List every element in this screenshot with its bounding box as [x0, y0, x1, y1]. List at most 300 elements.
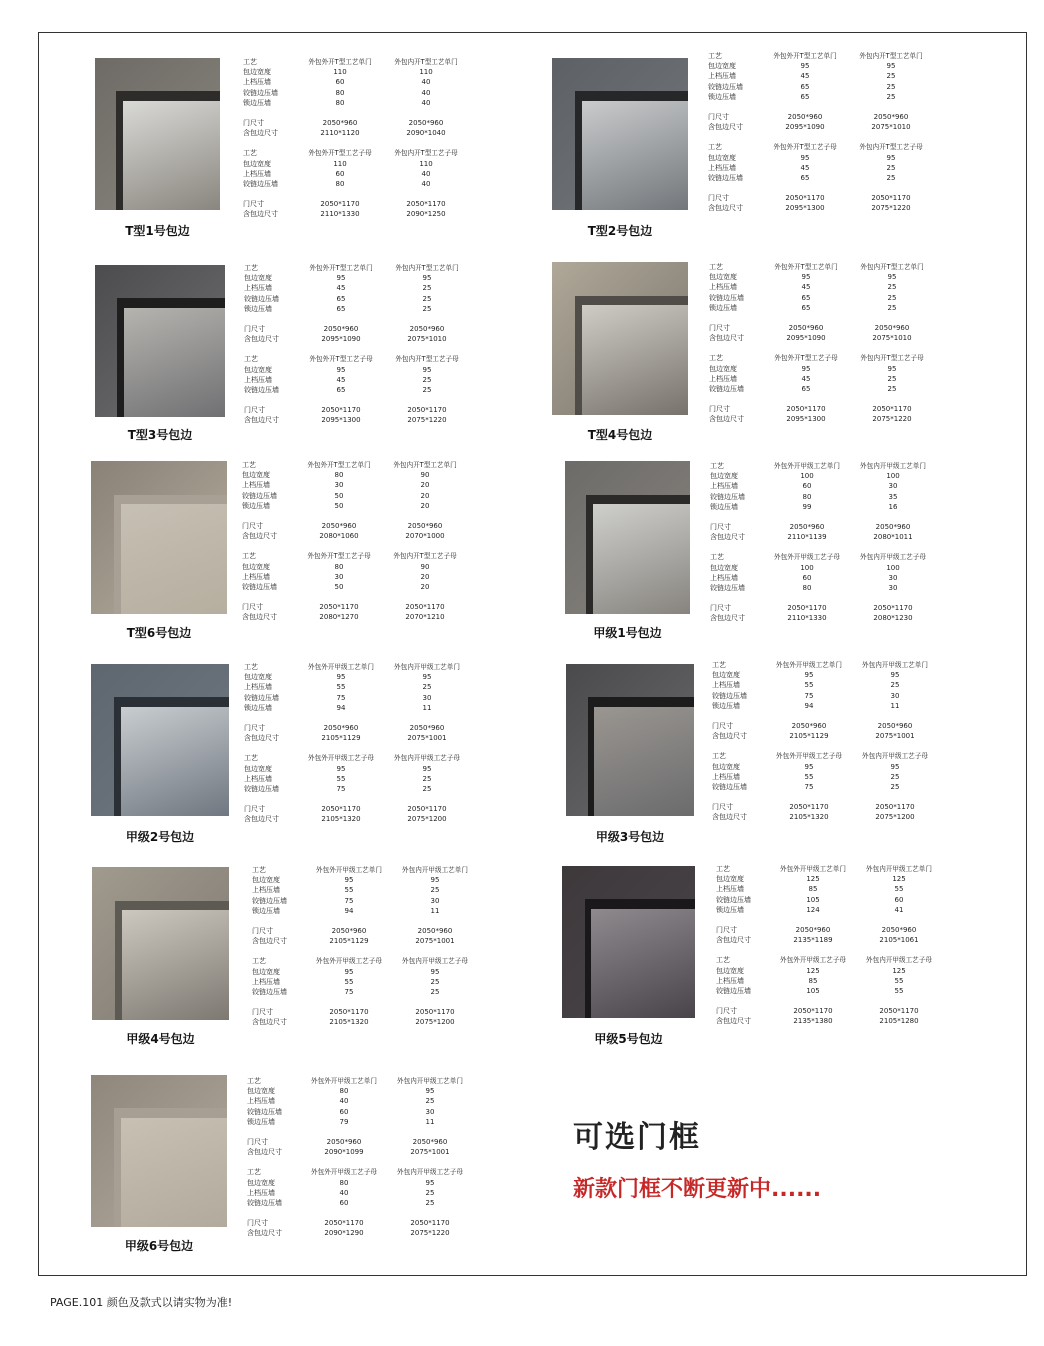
spec-label: 门尺寸 — [252, 1008, 273, 1017]
spec-value-outer: 85 — [808, 885, 818, 894]
size-spec — [710, 522, 936, 542]
spec-value-inner: 2050*1170 — [871, 194, 911, 203]
frame-caption: 甲级4号包边 — [126, 1032, 195, 1046]
spec-value-inner: 25 — [886, 163, 896, 172]
spec-value-inner: 40 — [421, 179, 431, 188]
spec-table — [252, 865, 478, 1037]
spec-row — [244, 324, 470, 334]
spec-value-inner: 外包内开甲级工艺子母 — [862, 752, 928, 761]
size-spec — [712, 721, 938, 741]
spec-row — [247, 1137, 473, 1147]
spec-value-outer: 2050*960 — [791, 721, 827, 730]
spec-value-outer: 2050*1170 — [320, 200, 360, 209]
spec-value-inner: 2050*960 — [407, 521, 443, 530]
spec-label: 含包边尺寸 — [244, 416, 279, 425]
spec-label: 门尺寸 — [244, 324, 265, 333]
spec-label: 门尺寸 — [244, 723, 265, 732]
spec-value-outer: 95 — [336, 673, 346, 682]
spec-value-outer: 2050*960 — [322, 118, 358, 127]
spec-value-outer: 55 — [804, 772, 814, 781]
spec-value-inner: 2070*1000 — [405, 532, 445, 541]
spec-label: 包边宽度 — [244, 274, 272, 283]
spec-row — [712, 782, 938, 792]
frame-photo — [91, 664, 229, 816]
spec-value-inner: 95 — [422, 365, 432, 374]
spec-value-inner: 2050*960 — [408, 118, 444, 127]
spec-value-inner: 95 — [886, 153, 896, 162]
spec-value-inner: 2075*1001 — [875, 732, 915, 741]
spec-value-inner: 95 — [430, 876, 440, 885]
spec-value-outer: 65 — [800, 82, 810, 91]
spec-label: 工艺 — [709, 263, 723, 271]
spec-row — [716, 1006, 942, 1016]
spec-value-outer: 65 — [801, 303, 811, 312]
spec-row — [244, 365, 470, 375]
spec-row — [710, 563, 936, 573]
spec-label: 包边宽度 — [252, 876, 280, 885]
spec-value-outer: 75 — [804, 782, 814, 791]
spec-row — [247, 1178, 473, 1188]
spec-row — [708, 122, 934, 132]
spec-value-outer: 45 — [801, 283, 811, 292]
spec-row — [709, 364, 935, 374]
door-panel — [593, 504, 690, 614]
spec-value-outer: 55 — [344, 977, 354, 986]
spec-label: 包边宽度 — [712, 762, 740, 771]
spec-row — [712, 701, 938, 711]
spec-row — [243, 118, 469, 128]
spec-row — [244, 764, 470, 774]
spec-value-outer: 2080*1270 — [319, 613, 359, 622]
spec-value-outer: 2050*960 — [326, 1137, 362, 1146]
spec-value-outer: 65 — [801, 384, 811, 393]
spec-label: 含包边尺寸 — [710, 533, 745, 542]
spec-value-outer: 2090*1290 — [324, 1229, 364, 1238]
spec-label: 含包边尺寸 — [708, 204, 743, 213]
spec-label: 包边宽度 — [710, 472, 738, 481]
spec-value-outer: 75 — [344, 987, 354, 996]
spec-header-row — [709, 353, 935, 363]
spec-value-outer: 95 — [800, 62, 810, 71]
size-spec — [242, 521, 468, 541]
spec-label: 包边宽度 — [252, 967, 280, 976]
spec-label: 铰链边压墙 — [252, 896, 287, 905]
spec-value-outer: 100 — [800, 563, 814, 572]
spec-value-inner: 25 — [887, 293, 897, 302]
spec-value-inner: 25 — [422, 375, 432, 384]
spec-value-outer: 2105*1129 — [321, 734, 361, 743]
spec-value-inner: 35 — [888, 492, 898, 501]
spec-value-inner: 2050*1170 — [873, 604, 913, 613]
double-door-spec — [710, 552, 936, 593]
door-panel — [591, 909, 695, 1018]
spec-value-inner: 55 — [894, 986, 904, 995]
spec-value-inner: 95 — [422, 274, 432, 283]
spec-value-inner: 40 — [421, 88, 431, 97]
spec-value-outer: 2095*1300 — [786, 415, 826, 424]
spec-value-outer: 2095*1090 — [785, 123, 825, 132]
spec-value-inner: 95 — [425, 1178, 435, 1187]
spec-value-inner: 95 — [886, 62, 896, 71]
spec-table — [710, 461, 936, 633]
spec-value-inner: 2050*960 — [877, 721, 913, 730]
spec-label: 上档压墙 — [252, 977, 280, 986]
size-spec — [247, 1137, 473, 1157]
spec-label: 包边宽度 — [712, 671, 740, 680]
spec-row — [710, 603, 936, 613]
spec-value-outer: 125 — [806, 966, 820, 975]
spec-row — [708, 163, 934, 173]
spec-value-inner: 30 — [430, 896, 440, 905]
door-panel — [121, 504, 227, 614]
spec-value-inner: 100 — [886, 563, 900, 572]
spec-row — [243, 77, 469, 87]
page-footer: PAGE.101 颜色及款式以请实物为准! — [50, 1296, 233, 1309]
spec-row — [242, 531, 468, 541]
single-door-spec — [712, 660, 938, 711]
spec-value-outer: 2050*960 — [331, 926, 367, 935]
size-spec — [709, 323, 935, 343]
spec-value-outer: 75 — [344, 896, 354, 905]
spec-header-row — [243, 57, 469, 67]
spec-label: 门尺寸 — [708, 194, 729, 203]
spec-value-inner: 55 — [894, 976, 904, 985]
spec-row — [242, 521, 468, 531]
spec-value-outer: 外包外开T型工艺单门 — [308, 58, 372, 66]
frame-photo — [552, 58, 688, 210]
frame-photo — [95, 58, 220, 210]
spec-value-inner: 外包内开T型工艺单门 — [860, 263, 924, 271]
size-spec — [252, 1007, 478, 1027]
spec-value-inner: 外包内开T型工艺单门 — [394, 58, 458, 66]
spec-value-outer: 45 — [336, 375, 346, 384]
spec-header-row — [710, 461, 936, 471]
spec-value-outer: 外包外开甲级工艺子母 — [308, 754, 374, 763]
spec-value-outer: 外包外开甲级工艺单门 — [316, 866, 382, 874]
spec-label: 铰链边压墙 — [247, 1107, 282, 1116]
optional-frames-title: 可选门框 — [573, 1120, 701, 1155]
spec-value-inner: 2080*1011 — [873, 533, 913, 542]
spec-row — [244, 672, 470, 682]
spec-label: 上档压墙 — [708, 163, 736, 172]
spec-label: 工艺 — [244, 754, 258, 763]
spec-table — [709, 262, 935, 434]
spec-value-inner: 2080*1230 — [873, 614, 913, 623]
spec-header-row — [716, 864, 942, 874]
spec-value-outer: 50 — [334, 582, 344, 591]
spec-label: 含包边尺寸 — [242, 613, 277, 622]
spec-value-inner: 25 — [430, 886, 440, 895]
spec-label: 铰链边压墙 — [708, 173, 743, 182]
frame-caption: 甲级1号包边 — [593, 626, 662, 640]
spec-label: 铰链边压墙 — [716, 895, 751, 904]
spec-header-row — [252, 865, 478, 875]
spec-value-inner: 20 — [420, 491, 430, 500]
spec-value-inner: 30 — [890, 691, 900, 700]
spec-row — [247, 1188, 473, 1198]
spec-header-row — [243, 148, 469, 158]
spec-value-outer: 外包外开甲级工艺子母 — [780, 956, 846, 965]
single-door-spec — [244, 662, 470, 713]
spec-value-inner: 2090*1250 — [406, 210, 446, 219]
spec-value-inner: 95 — [890, 762, 900, 771]
spec-value-outer: 60 — [339, 1107, 349, 1116]
spec-table — [716, 864, 942, 1036]
size-spec — [709, 404, 935, 424]
spec-value-inner: 2050*1170 — [406, 200, 446, 209]
spec-row — [716, 884, 942, 894]
spec-value-outer: 外包外开甲级工艺单门 — [776, 661, 842, 669]
spec-value-inner: 外包内开T型工艺子母 — [859, 143, 923, 152]
spec-row — [712, 731, 938, 741]
spec-row — [243, 159, 469, 169]
spec-row — [712, 812, 938, 822]
spec-value-inner: 25 — [422, 683, 432, 692]
frame-photo — [92, 867, 229, 1020]
spec-row — [716, 976, 942, 986]
spec-value-inner: 30 — [422, 693, 432, 702]
spec-label: 工艺 — [244, 355, 258, 364]
spec-label: 门尺寸 — [244, 805, 265, 814]
spec-row — [252, 987, 478, 997]
spec-row — [716, 895, 942, 905]
spec-value-outer: 55 — [336, 774, 346, 783]
spec-label: 工艺 — [708, 143, 722, 152]
spec-row — [252, 896, 478, 906]
spec-label: 工艺 — [710, 553, 724, 562]
size-spec — [242, 602, 468, 622]
spec-value-inner: 2050*960 — [875, 522, 911, 531]
spec-label: 上档压墙 — [712, 681, 740, 690]
frame-caption: T型1号包边 — [125, 224, 190, 238]
spec-value-inner: 25 — [422, 294, 432, 303]
spec-value-inner: 110 — [419, 68, 433, 77]
spec-label: 包边宽度 — [242, 471, 270, 480]
frame-caption: T型2号包边 — [587, 224, 653, 238]
spec-value-inner: 2075*1001 — [410, 1148, 450, 1157]
spec-value-outer: 80 — [335, 98, 345, 107]
spec-row — [244, 405, 470, 415]
spec-label: 门尺寸 — [252, 926, 273, 935]
spec-row — [244, 703, 470, 713]
spec-value-inner: 2070*1210 — [405, 613, 445, 622]
spec-value-outer: 外包外开甲级工艺单门 — [780, 865, 846, 873]
spec-value-inner: 125 — [892, 875, 906, 884]
spec-label: 含包边尺寸 — [247, 1148, 282, 1157]
spec-value-inner: 90 — [420, 562, 430, 571]
spec-value-inner: 2075*1220 — [407, 416, 447, 425]
spec-table — [712, 660, 938, 832]
spec-value-outer: 95 — [336, 365, 346, 374]
spec-row — [708, 92, 934, 102]
size-spec — [244, 324, 470, 344]
spec-value-inner: 外包内开甲级工艺单门 — [402, 866, 468, 874]
spec-label: 包边宽度 — [244, 673, 272, 682]
spec-value-outer: 2050*1170 — [324, 1219, 364, 1228]
spec-value-inner: 25 — [425, 1097, 435, 1106]
spec-value-outer: 2080*1060 — [319, 532, 359, 541]
spec-label: 锁边压墙 — [244, 703, 272, 712]
spec-value-outer: 2050*960 — [323, 723, 359, 732]
spec-value-outer: 99 — [802, 502, 812, 511]
spec-row — [709, 303, 935, 313]
spec-value-inner: 外包内开T型工艺子母 — [393, 552, 457, 561]
spec-row — [252, 967, 478, 977]
spec-value-inner: 2075*1220 — [410, 1229, 450, 1238]
spec-value-inner: 2050*1170 — [407, 406, 447, 415]
spec-row — [710, 502, 936, 512]
spec-label: 锁边压墙 — [709, 303, 737, 312]
spec-header-row — [244, 662, 470, 672]
spec-row — [242, 501, 468, 511]
spec-label: 铰链边压墙 — [709, 293, 744, 302]
spec-value-inner: 外包内开T型工艺单门 — [393, 461, 457, 469]
spec-row — [252, 926, 478, 936]
frame-photo — [562, 866, 695, 1018]
spec-value-outer: 80 — [334, 562, 344, 571]
spec-label: 上档压墙 — [716, 885, 744, 894]
spec-label: 工艺 — [712, 752, 726, 761]
spec-value-outer: 100 — [800, 472, 814, 481]
spec-value-inner: 40 — [421, 98, 431, 107]
single-door-spec — [247, 1076, 473, 1127]
spec-row — [244, 283, 470, 293]
spec-label: 含包边尺寸 — [252, 937, 287, 946]
spec-value-outer: 80 — [335, 179, 345, 188]
spec-label: 上档压墙 — [708, 72, 736, 81]
spec-value-outer: 45 — [801, 374, 811, 383]
door-panel — [594, 707, 694, 816]
size-spec — [716, 1006, 942, 1026]
spec-value-outer: 2095*1300 — [321, 416, 361, 425]
spec-label: 门尺寸 — [708, 112, 729, 121]
spec-label: 工艺 — [243, 58, 257, 66]
frame-photo — [566, 664, 694, 816]
frame-caption: 甲级6号包边 — [124, 1239, 194, 1253]
spec-label: 工艺 — [252, 957, 266, 966]
spec-value-outer: 55 — [344, 886, 354, 895]
door-panel — [582, 101, 688, 210]
spec-value-inner: 外包内开T型工艺子母 — [395, 355, 459, 364]
spec-row — [710, 532, 936, 542]
spec-value-outer: 40 — [339, 1097, 349, 1106]
frame-photo — [95, 265, 225, 417]
spec-row — [710, 573, 936, 583]
spec-label: 铰链边压墙 — [709, 384, 744, 393]
spec-value-inner: 25 — [887, 283, 897, 292]
spec-row — [710, 613, 936, 623]
spec-row — [244, 774, 470, 784]
door-panel — [121, 707, 229, 816]
single-door-spec — [709, 262, 935, 313]
spec-value-outer: 80 — [339, 1178, 349, 1187]
spec-value-outer: 2135*1380 — [793, 1017, 833, 1026]
spec-row — [709, 272, 935, 282]
spec-label: 铰链边压墙 — [242, 582, 277, 591]
spec-value-inner: 25 — [430, 987, 440, 996]
spec-value-inner: 20 — [420, 582, 430, 591]
spec-value-inner: 2075*1200 — [407, 815, 447, 824]
spec-row — [709, 333, 935, 343]
spec-row — [244, 375, 470, 385]
spec-value-inner: 60 — [894, 895, 904, 904]
single-door-spec — [716, 864, 942, 915]
spec-label: 工艺 — [244, 264, 258, 272]
spec-value-inner: 20 — [420, 501, 430, 510]
spec-row — [252, 906, 478, 916]
spec-row — [242, 562, 468, 572]
spec-label: 工艺 — [252, 866, 266, 874]
spec-value-outer: 2050*1170 — [787, 604, 827, 613]
spec-row — [243, 88, 469, 98]
spec-value-inner: 30 — [888, 573, 898, 582]
spec-table — [243, 57, 469, 229]
spec-label: 含包边尺寸 — [244, 335, 279, 344]
spec-label: 含包边尺寸 — [243, 129, 278, 138]
spec-label: 门尺寸 — [242, 521, 263, 530]
door-panel — [122, 910, 229, 1020]
double-door-spec — [244, 753, 470, 794]
spec-label: 上档压墙 — [247, 1188, 275, 1197]
spec-value-inner: 2075*1220 — [872, 415, 912, 424]
spec-value-outer: 60 — [802, 573, 812, 582]
spec-value-inner: 2050*960 — [873, 112, 909, 121]
spec-label: 门尺寸 — [712, 721, 733, 730]
spec-value-inner: 41 — [894, 905, 904, 914]
spec-row — [247, 1096, 473, 1106]
spec-value-inner: 95 — [890, 671, 900, 680]
spec-row — [244, 693, 470, 703]
double-door-spec — [708, 142, 934, 183]
spec-value-outer: 外包外开T型工艺子母 — [773, 143, 837, 152]
spec-value-outer: 94 — [804, 701, 814, 710]
spec-value-outer: 外包外开T型工艺单门 — [309, 264, 373, 272]
spec-label: 工艺 — [716, 865, 730, 873]
spec-row — [244, 814, 470, 824]
spec-value-inner: 外包内开甲级工艺子母 — [394, 754, 460, 763]
spec-value-outer: 75 — [336, 693, 346, 702]
spec-row — [712, 670, 938, 680]
spec-value-inner: 2090*1040 — [406, 129, 446, 138]
spec-header-row — [710, 552, 936, 562]
spec-value-outer: 外包外开T型工艺子母 — [774, 354, 838, 363]
spec-label: 含包边尺寸 — [709, 334, 744, 343]
spec-value-inner: 125 — [892, 966, 906, 975]
spec-label: 工艺 — [247, 1077, 261, 1085]
spec-label: 门尺寸 — [716, 1007, 737, 1016]
spec-row — [712, 680, 938, 690]
spec-label: 包边宽度 — [716, 875, 744, 884]
spec-label: 工艺 — [708, 52, 722, 60]
spec-value-outer: 外包外开T型工艺子母 — [307, 552, 371, 561]
spec-value-inner: 25 — [886, 92, 896, 101]
spec-value-inner: 2105*1280 — [879, 1017, 919, 1026]
update-notice: 新款门框不断更新中...... — [573, 1177, 822, 1202]
spec-value-inner: 外包内开甲级工艺子母 — [866, 956, 932, 965]
spec-row — [243, 179, 469, 189]
spec-value-inner: 2075*1200 — [415, 1018, 455, 1027]
spec-value-outer: 外包外开T型工艺子母 — [309, 355, 373, 364]
spec-label: 门尺寸 — [243, 118, 264, 127]
spec-header-row — [712, 751, 938, 761]
spec-value-inner: 2075*1001 — [407, 734, 447, 743]
spec-header-row — [712, 660, 938, 670]
spec-label: 上档压墙 — [243, 78, 271, 87]
spec-value-inner: 2075*1220 — [871, 204, 911, 213]
spec-table — [242, 460, 468, 632]
spec-value-outer: 外包外开甲级工艺子母 — [774, 553, 840, 562]
frame-caption: 甲级2号包边 — [125, 830, 195, 844]
